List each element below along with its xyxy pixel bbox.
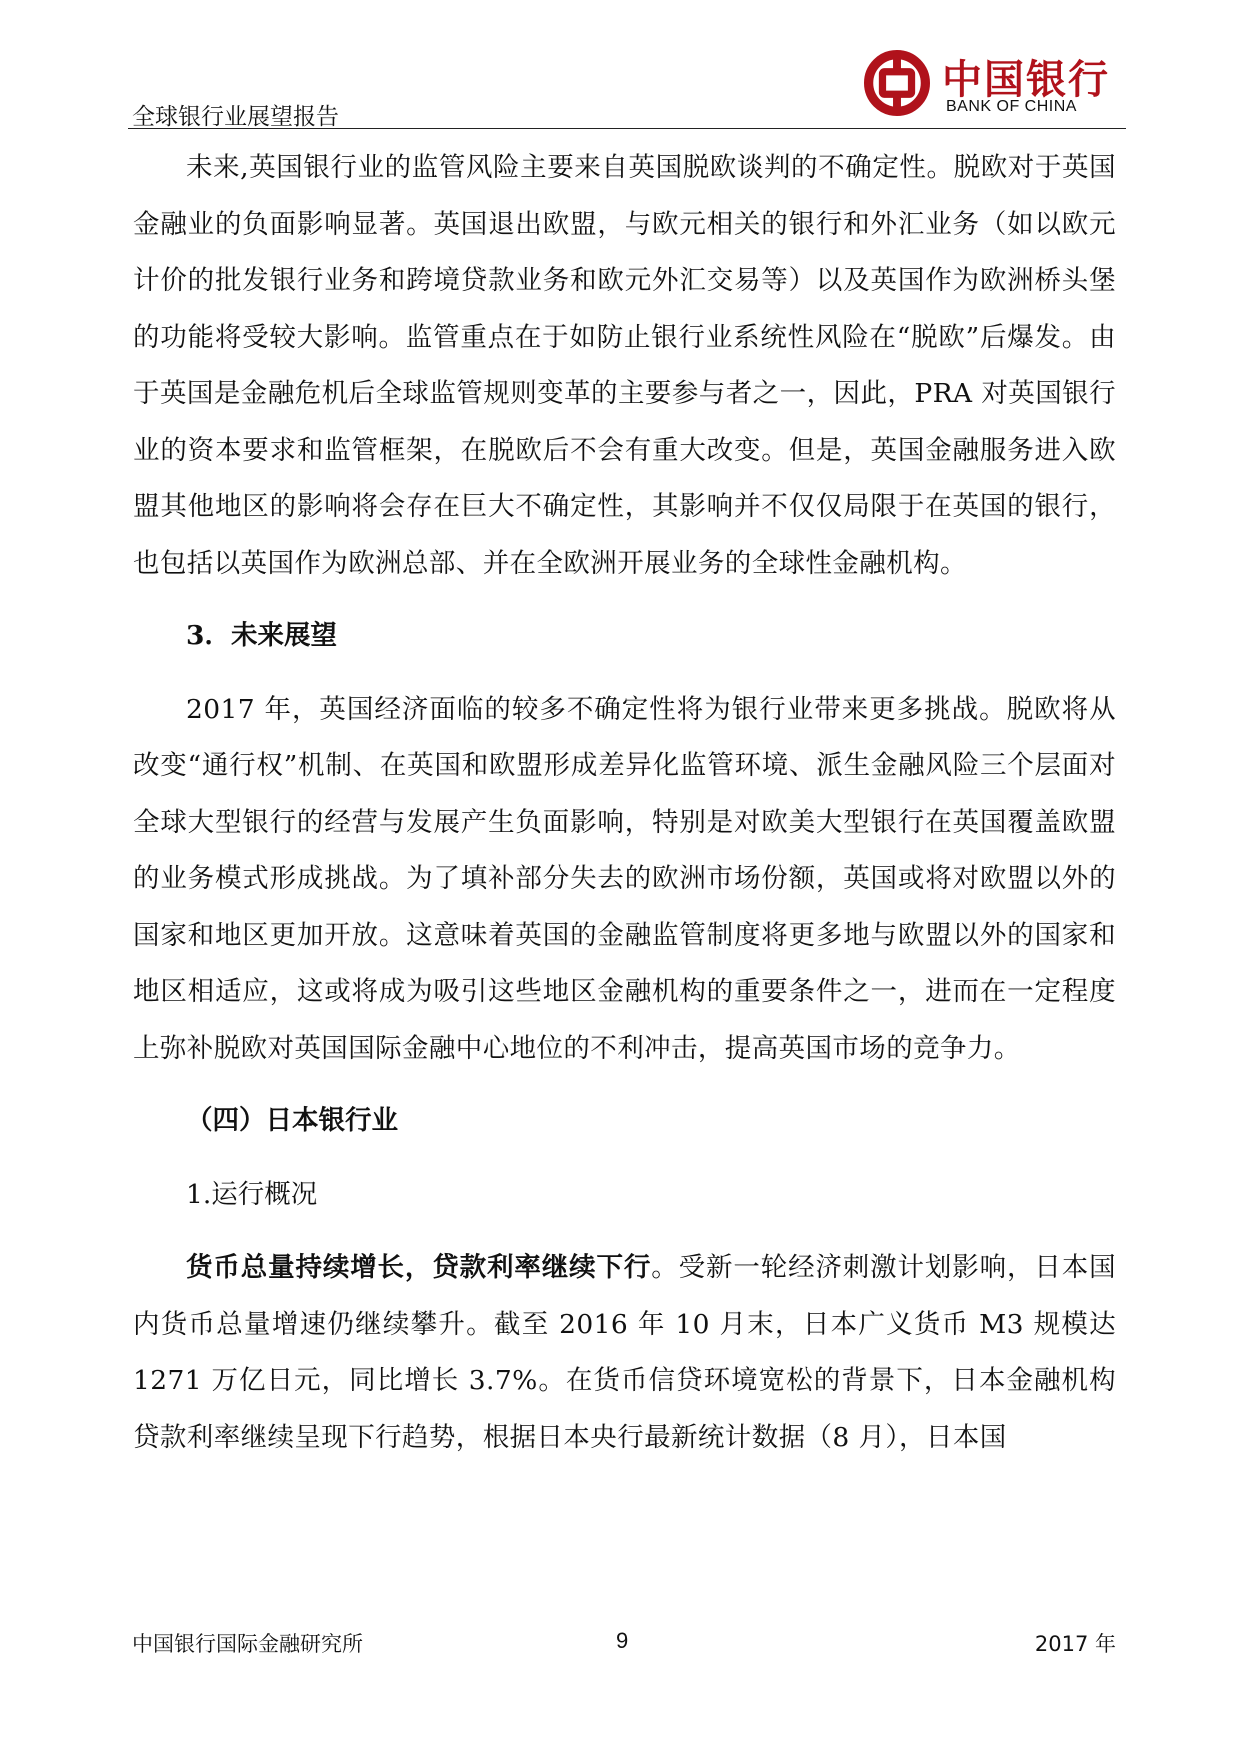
footer-year: 2017 年 <box>1034 1632 1116 1656</box>
paragraph-outlook: 2017 年，英国经济面临的较多不确定性将为银行业带来更多挑战。脱欧将从改变“通行权”机制、在英国和欧盟形成差异化监管环境、派生金融风险三个层面对全球大型银行的经营与发展产生负面影响，特别是对欧美大型银行在英国覆盖欧盟的业务模式形成挑战。为了填补部分失去的欧洲市场份额，英国或将对欧盟以外的国家和地区更加开放。这意味着英国的金融监管制度将更多地与欧盟以外的国家和地区相适应，这或将成为吸引这些地区金融机构的重要条件之一，进而在一定程度上弥补脱欧对英国国际金融中心地位的不利冲击，提高英国市场的竞争力。 <box>133 693 1116 1064</box>
paragraph-lead-bold: 货币总量持续增长，贷款利率继续下行 <box>186 1252 652 1283</box>
header-divider <box>128 128 1126 129</box>
logo-chinese-name: 中国银行 <box>942 56 1110 103</box>
footer-institute: 中国银行国际金融研究所 <box>132 1632 363 1656</box>
paragraph-brexit-risk: 未来,英国银行业的监管风险主要来自英国脱欧谈判的不确定性。脱欧对于英国金融业的负面影响显著。英国退出欧盟，与欧元相关的银行和外汇业务（如以欧元计价的批发银行业务和跨境贷款业务和欧元外汇交易等）以及英国作为欧洲桥头堡的功能将受较大影响。监管重点在于如防止银行业系统性风险在“脱欧”后爆发。由于英国是金融危机后全球监管规则变革的主要参与者之一，因此，PRA 对英国银行业的资本要求和监管框架，在脱欧后不会有重大改变。但是，英国金融服务进入欧盟其他地区的影响将会存在巨大不确定性，其影响并不仅仅局限于在英国的银行，也包括以英国作为欧洲总部、并在全欧洲开展业务的全球性金融机构。 <box>133 152 1116 579</box>
page-body <box>133 140 1116 1466</box>
bank-of-china-logo-icon <box>864 50 930 116</box>
logo-english-name: BANK OF CHINA <box>946 98 1077 115</box>
report-title: 全球银行业展望报告 <box>132 104 339 130</box>
bank-logo <box>864 46 1110 124</box>
paragraph-rest: 。受新一轮经济刺激计划影响，日本国内货币总量增速仍继续攀升。截至 2016 年 10 月末，日本广义货币 M3 规模达 1271 万亿日元，同比增长 3.7%。在货币信贷环境宽松的背景下，日本金融机构贷款利率继续呈现下行趋势，根据日本央行最新统计数据（8 月），日本国 <box>133 1252 1116 1453</box>
page-number: 9 <box>616 1628 629 1653</box>
section-heading-outlook: 3．未来展望 <box>186 620 337 651</box>
section-heading-japan: （四）日本银行业 <box>186 1105 398 1136</box>
section-heading-overview: 1.运行概况 <box>186 1178 318 1210</box>
paragraph-japan-money-supply <box>133 1240 1116 1466</box>
